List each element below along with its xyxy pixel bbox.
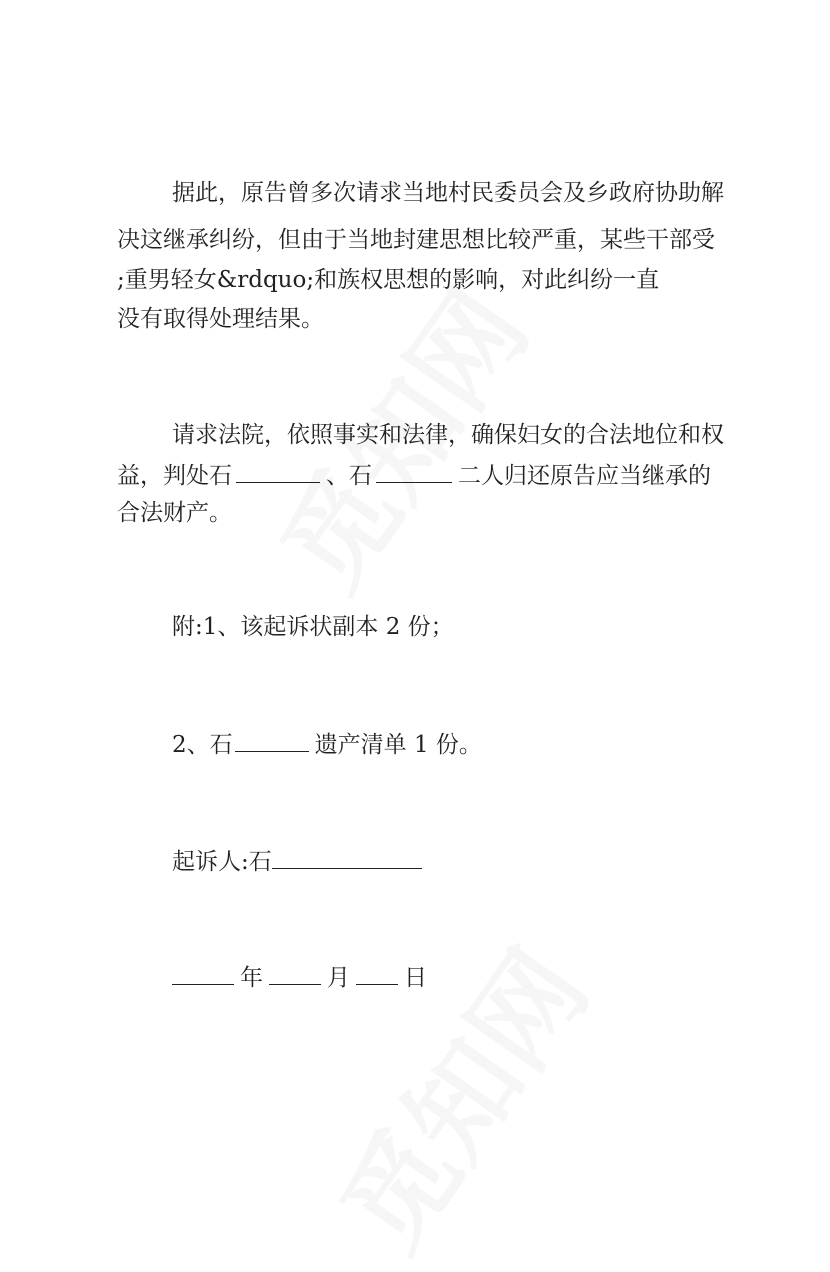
text: 、石 bbox=[326, 463, 372, 489]
month-blank bbox=[269, 962, 321, 985]
text: 二人归还原告应当继承的 bbox=[458, 463, 711, 489]
paragraph2-line3: 合法财产。 bbox=[117, 500, 232, 526]
year-label: 年 bbox=[240, 965, 263, 991]
paragraph2-line1: 请求法院，依照事实和法律，确保妇女的合法地位和权 bbox=[172, 422, 724, 448]
blank-line bbox=[236, 460, 320, 483]
attachment-item2 bbox=[172, 729, 482, 760]
paragraph1-line3: ;重男轻女&rdquo;和族权思想的影响，对此纠纷一直 bbox=[117, 267, 660, 293]
plaintiff-signature bbox=[172, 846, 428, 877]
signature-label: 起诉人:石 bbox=[172, 849, 272, 875]
paragraph2-line2 bbox=[117, 460, 711, 491]
paragraph1-line1: 据此，原告曾多次请求当地村民委员会及乡政府协助解 bbox=[172, 180, 724, 206]
blank-line bbox=[272, 846, 422, 869]
day-label: 日 bbox=[404, 965, 427, 991]
year-blank bbox=[172, 962, 234, 985]
date-line bbox=[172, 962, 427, 993]
paragraph1-line4: 没有取得处理结果。 bbox=[117, 306, 324, 332]
text: 益，判处石 bbox=[117, 463, 232, 489]
month-label: 月 bbox=[327, 965, 350, 991]
text: 遗产清单 1 份。 bbox=[314, 732, 482, 758]
text: 2、石 bbox=[172, 732, 233, 758]
attachment-item1: 附:1、该起诉状副本 2 份； bbox=[172, 614, 454, 640]
blank-line bbox=[235, 729, 309, 752]
paragraph1-line2: 决这继承纠纷，但由于当地封建思想比较严重，某些干部受 bbox=[117, 227, 715, 253]
blank-line bbox=[376, 460, 452, 483]
day-blank bbox=[356, 962, 398, 985]
